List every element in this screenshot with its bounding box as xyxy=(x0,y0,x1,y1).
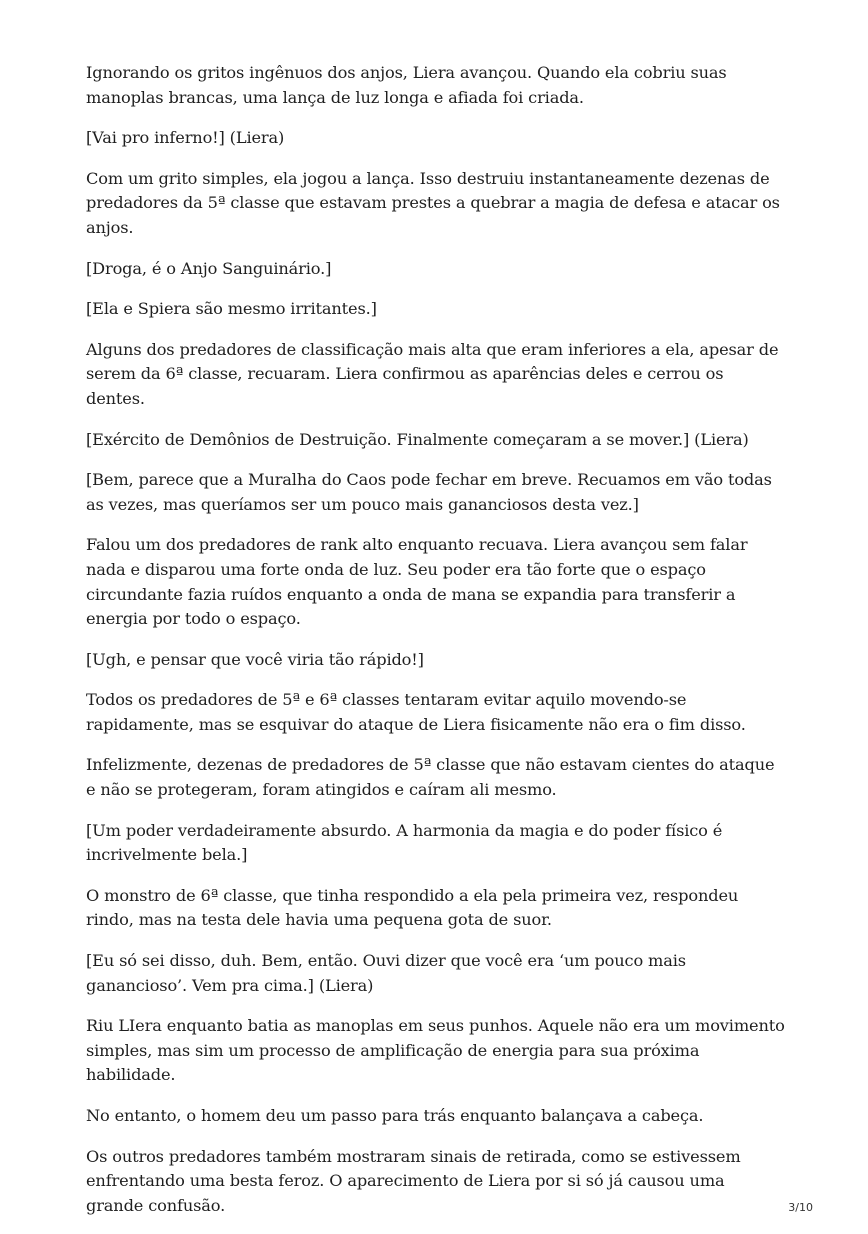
paragraph-17: No entanto, o homem deu um passo para trás enquanto balançava a cabeça. xyxy=(86,1106,704,1125)
document-body xyxy=(86,61,786,1234)
paragraph-7: [Exército de Demônios de Destruição. Finalmente começaram a se mover.] (Liera) xyxy=(86,429,749,449)
paragraph-4: [Droga, é o Anjo Sanguinário.] xyxy=(86,258,332,278)
paragraph-10: [Ugh, e pensar que você viria tão rápido!] xyxy=(86,649,424,669)
paragraph-5: [Ela e Spiera são mesmo irritantes.] xyxy=(86,299,377,319)
paragraph-18: Os outros predadores também mostraram sinais de retirada, como se estivessem enfrentando uma besta feroz. O aparecimento de Liera por si só já causou uma grande confusão. xyxy=(86,1146,741,1215)
paragraph-3: Com um grito simples, ela jogou a lança. Isso destruiu instantaneamente dezenas de predadores da 5ª classe que estavam prestes a quebrar a magia de defesa e atacar os anjos. xyxy=(86,168,780,237)
paragraph-6: Alguns dos predadores de classificação mais alta que eram inferiores a ela, apesar de serem da 6ª classe, recuaram. Liera confirmou as aparências deles e cerrou os dentes. xyxy=(86,339,779,408)
paragraph-1: Ignorando os gritos ingênuos dos anjos, Liera avançou. Quando ela cobriu suas manoplas brancas, uma lança de luz longa e afiada foi criada. xyxy=(86,63,727,107)
paragraph-8: [Bem, parece que a Muralha do Caos pode fechar em breve. Recuamos em vão todas as vezes, mas queríamos ser um pouco mais gananciosos desta vez.] xyxy=(86,470,772,514)
paragraph-9: Falou um dos predadores de rank alto enquanto recuava. Liera avançou sem falar nada e disparou uma forte onda de luz. Seu poder era tão forte que o espaço circundante fazia ruídos enquanto a onda de mana se expandia para transferir a energia por todo o espaço. xyxy=(86,535,748,629)
paragraph-13: [Um poder verdadeiramente absurdo. A harmonia da magia e do poder físico é incrivelmente bela.] xyxy=(86,820,723,865)
paragraph-15: [Eu só sei disso, duh. Bem, então. Ouvi dizer que você era ‘um pouco mais ganancioso’. Vem pra cima.] (Liera) xyxy=(86,951,686,995)
page-number: 3/10 xyxy=(788,1201,813,1214)
paragraph-14: O monstro de 6ª classe, que tinha respondido a ela pela primeira vez, respondeu rindo, mas na testa dele havia uma pequena gota de suor. xyxy=(86,885,739,930)
paragraph-2: [Vai pro inferno!] (Liera) xyxy=(86,128,285,148)
paragraph-12: Infelizmente, dezenas de predadores de 5ª classe que não estavam cientes do ataque e não se protegeram, foram atingidos e caíram ali mesmo. xyxy=(86,755,775,800)
paragraph-16: Riu LIera enquanto batia as manoplas em seus punhos. Aquele não era um movimento simples, mas sim um processo de amplificação de energia para sua próxima habilidade. xyxy=(86,1016,785,1085)
paragraph-11: Todos os predadores de 5ª e 6ª classes tentaram evitar aquilo movendo-se rapidamente, mas se esquivar do ataque de Liera fisicamente não era o fim disso. xyxy=(86,690,746,734)
